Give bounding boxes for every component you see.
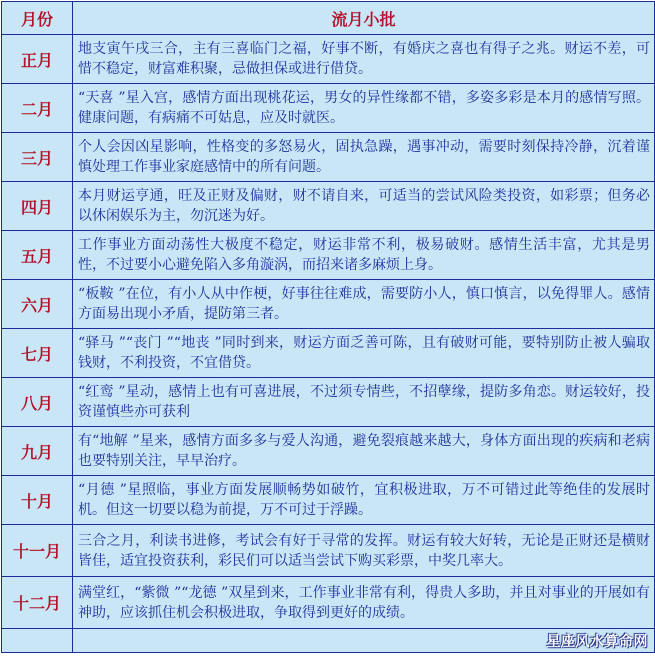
month-comment: 工作事业方面动荡性大极度不稳定，财运非常不利，极易破财。感情生活丰富，尤其是男性，不过要小心避免陷入多角漩涡，而招来诸多麻烦上身。 [73, 231, 655, 280]
month-comment: “天喜 ”星入宫，感情方面出现桃花运，男女的异性缘都不错，多姿多彩是本月的感情写照。健康问题，有病痛不可姑息，应及时就医。 [73, 84, 655, 133]
month-label: 八月 [2, 378, 73, 427]
table-row [2, 577, 655, 629]
month-label: 十月 [2, 476, 73, 525]
table-tail-row [2, 629, 655, 653]
month-comment: “月德 ”星照临，事业方面发展顺畅势如破竹，宜积极进取，万不可错过此等绝佳的发展时机。但这一切要以稳为前提，万不可过于浮躁。 [73, 476, 655, 525]
month-label: 九月 [2, 427, 73, 476]
month-comment: 有“地解 ”星来，感情方面多多与爱人沟通，避免裂痕越来越大，身体方面出现的疾病和老病也要特别关注，早早治疗。 [73, 427, 655, 476]
table-row [2, 35, 655, 84]
month-label: 十一月 [2, 525, 73, 577]
table-row [2, 280, 655, 329]
tail-comment-cell [73, 629, 655, 653]
month-column-header: 月份 [2, 2, 73, 35]
month-label: 七月 [2, 329, 73, 378]
table-header-row [2, 2, 655, 35]
month-comment: 三合之月，利读书进修，考试会有好于寻常的发挥。财运有较大好转，无论是正财还是横财皆佳，适宜投资获利，彩民们可以适当尝试下购买彩票，中奖几率大。 [73, 525, 655, 577]
month-label: 三月 [2, 133, 73, 182]
month-comment: 地支寅午戌三合，主有三喜临门之福，好事不断，有婚庆之喜也有得子之兆。财运不差，可惜不稳定，财富难积聚，忌做担保或进行借贷。 [73, 35, 655, 84]
table-row [2, 84, 655, 133]
table-row [2, 329, 655, 378]
table-row [2, 378, 655, 427]
month-label: 五月 [2, 231, 73, 280]
month-label: 六月 [2, 280, 73, 329]
table-row [2, 133, 655, 182]
month-label: 正月 [2, 35, 73, 84]
table-row [2, 476, 655, 525]
month-label: 四月 [2, 182, 73, 231]
table-row [2, 427, 655, 476]
month-comment: “板鞍 ”在位，有小人从中作梗，好事往往难成，需要防小人，慎口慎言，以免得罪人。感情方面易出现小矛盾，提防第三者。 [73, 280, 655, 329]
comment-column-header: 流月小批 [73, 2, 655, 35]
table-row [2, 231, 655, 280]
tail-month-cell [2, 629, 73, 653]
month-comment: 个人会因凶星影响，性格变的多怒易火，固执急躁，遇事冲动，需要时刻保持冷静，沉着谨慎处理工作事业家庭感情中的所有问题。 [73, 133, 655, 182]
month-comment: “红鸾 ”星动，感情上也有可喜进展，不过须专情些，不招孽缘，提防多角恋。财运较好，投资谨慎些亦可获利 [73, 378, 655, 427]
monthly-fortune-table [1, 1, 655, 653]
month-comment: 本月财运亨通，旺及正财及偏财，财不请自来，可适当的尝试风险类投资，如彩票；但务必以休闲娱乐为主，勿沉迷为好。 [73, 182, 655, 231]
month-label: 二月 [2, 84, 73, 133]
month-comment: 满堂红，“紫微 ”“龙德 ”双星到来，工作事业非常有利，得贵人多助，并且对事业的开展如有神助，应该抓住机会积极进取，争取得到更好的成绩。 [73, 577, 655, 629]
month-comment: “驿马 ”“丧门 ”“地丧 ”同时到来，财运方面乏善可陈，且有破财可能，要特别防止被人骗取钱财，不利投资，不宜借贷。 [73, 329, 655, 378]
table-row [2, 182, 655, 231]
site-watermark: 星座风水算命网 [546, 634, 648, 650]
table-row [2, 525, 655, 577]
month-label: 十二月 [2, 577, 73, 629]
